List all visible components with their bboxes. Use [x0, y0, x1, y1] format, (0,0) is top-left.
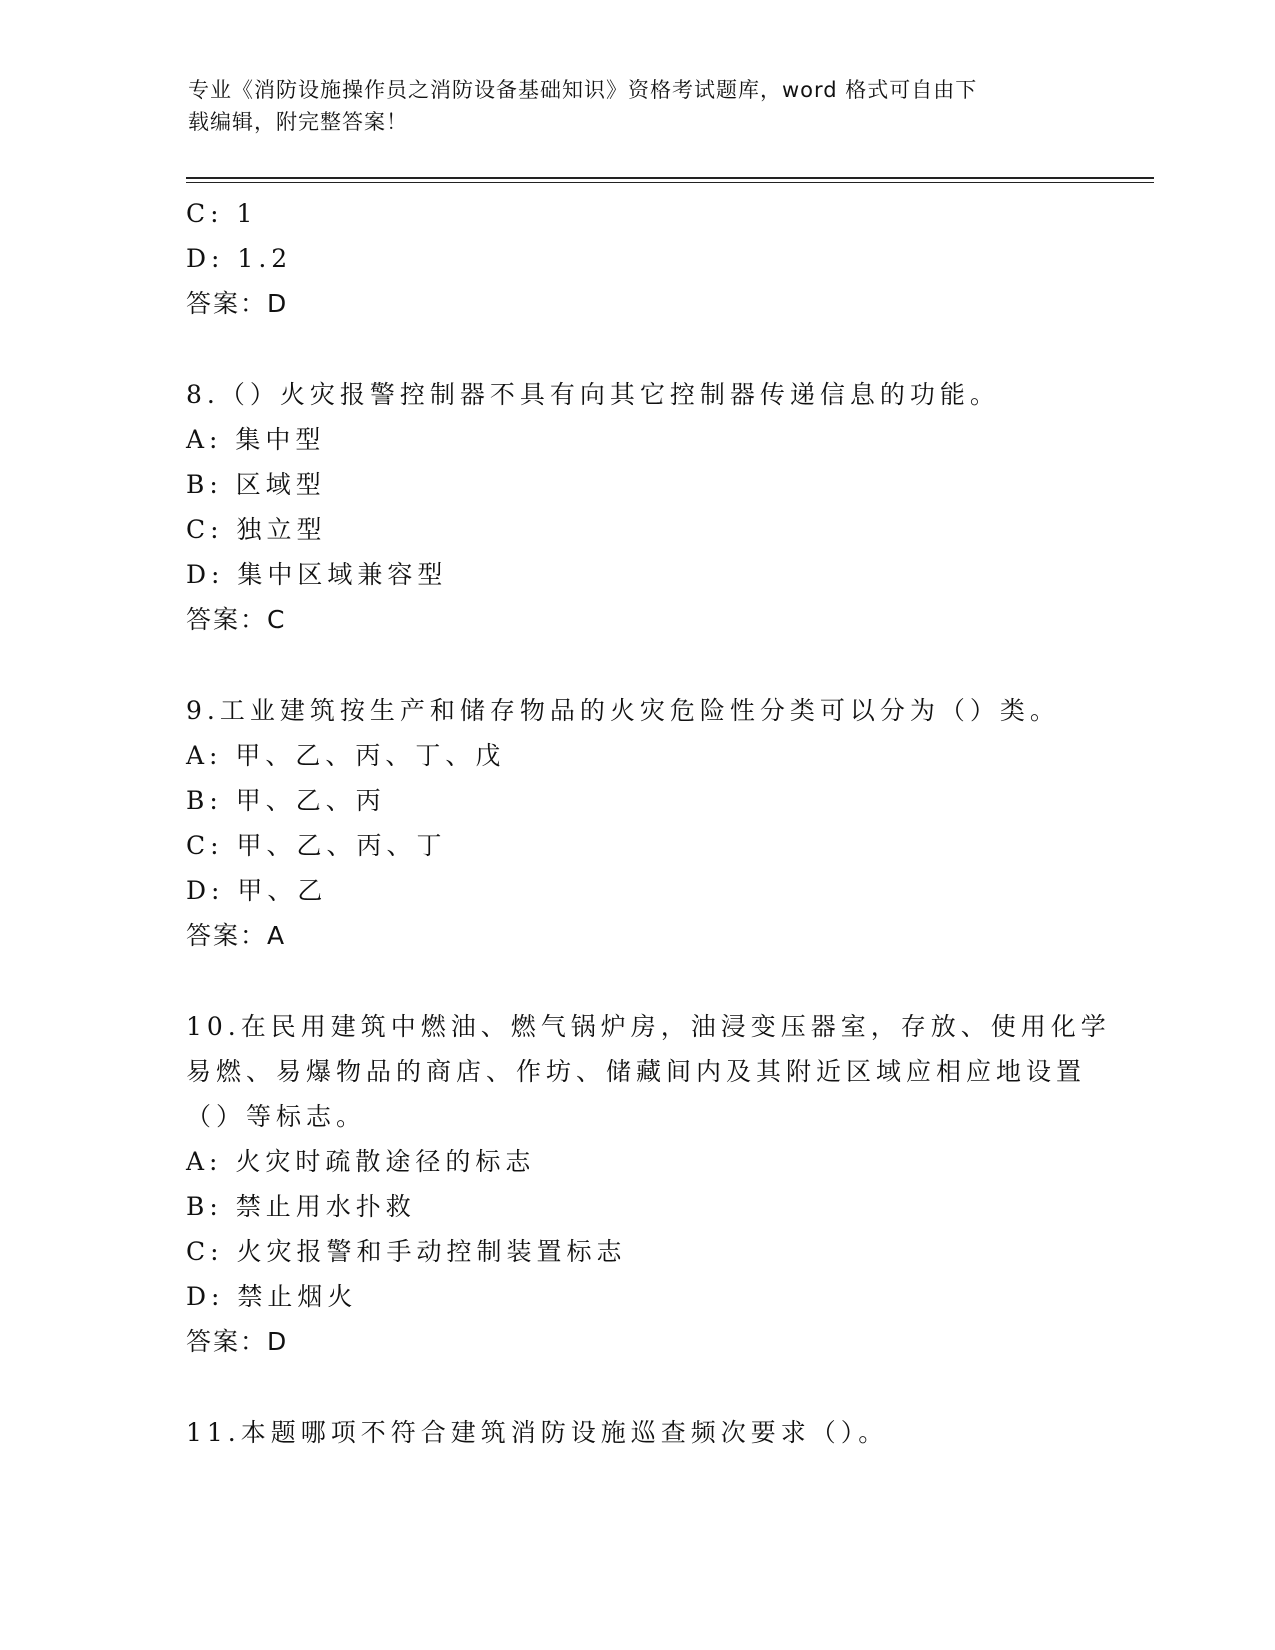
answer: 答案：A [186, 921, 287, 950]
header-divider-thick [186, 177, 1154, 179]
document-header [188, 74, 1078, 138]
header-line-1: 专业《消防设施操作员之消防设备基础知识》资格考试题库，word 格式可自由下 [188, 78, 978, 102]
option-b: B: 区域型 [186, 470, 326, 499]
option-a: A: 甲、乙、丙、丁、戊 [186, 741, 506, 770]
option-a: A: 集中型 [186, 425, 326, 454]
question-stem: 8.（）火灾报警控制器不具有向其它控制器传递信息的功能。 [186, 380, 1000, 409]
option-d: D: 1.2 [186, 244, 293, 273]
option-d: D: 甲、乙 [186, 876, 328, 905]
question-7-tail [186, 191, 1086, 326]
option-a: A: 火灾时疏散途径的标志 [186, 1147, 536, 1176]
option-d: D: 禁止烟火 [186, 1282, 358, 1311]
question-8 [186, 372, 1086, 642]
option-c: C: 火灾报警和手动控制装置标志 [186, 1237, 627, 1266]
answer: 答案：D [186, 1327, 289, 1356]
question-10 [186, 1004, 1111, 1364]
spacer [186, 326, 1086, 372]
option-d: D: 集中区域兼容型 [186, 560, 448, 589]
question-stem: 11.本题哪项不符合建筑消防设施巡查频次要求（）。 [186, 1418, 889, 1447]
question-11 [186, 1410, 1086, 1455]
option-b: B: 甲、乙、丙 [186, 786, 386, 815]
answer: 答案：C [186, 605, 287, 634]
question-stem-line-3: （）等标志。 [186, 1102, 367, 1131]
question-9 [186, 688, 1086, 958]
header-divider-thin [186, 182, 1154, 183]
question-list [186, 191, 1111, 1455]
spacer [186, 642, 1086, 688]
option-b: B: 禁止用水扑救 [186, 1192, 416, 1221]
answer: 答案：D [186, 289, 289, 318]
option-c: C: 1 [186, 199, 258, 228]
option-c: C: 独立型 [186, 515, 327, 544]
question-stem-line-1: 10.在民用建筑中燃油、燃气锅炉房，油浸变压器室，存放、使用化学 [186, 1012, 1111, 1041]
spacer [186, 958, 1086, 1004]
question-stem: 9.工业建筑按生产和储存物品的火灾危险性分类可以分为（）类。 [186, 696, 1060, 725]
header-line-2: 载编辑，附完整答案！ [188, 110, 408, 134]
option-c: C: 甲、乙、丙、丁 [186, 831, 447, 860]
spacer [186, 1364, 1086, 1410]
question-stem-line-2: 易燃、易爆物品的商店、作坊、储藏间内及其附近区域应相应地设置 [186, 1057, 1087, 1086]
